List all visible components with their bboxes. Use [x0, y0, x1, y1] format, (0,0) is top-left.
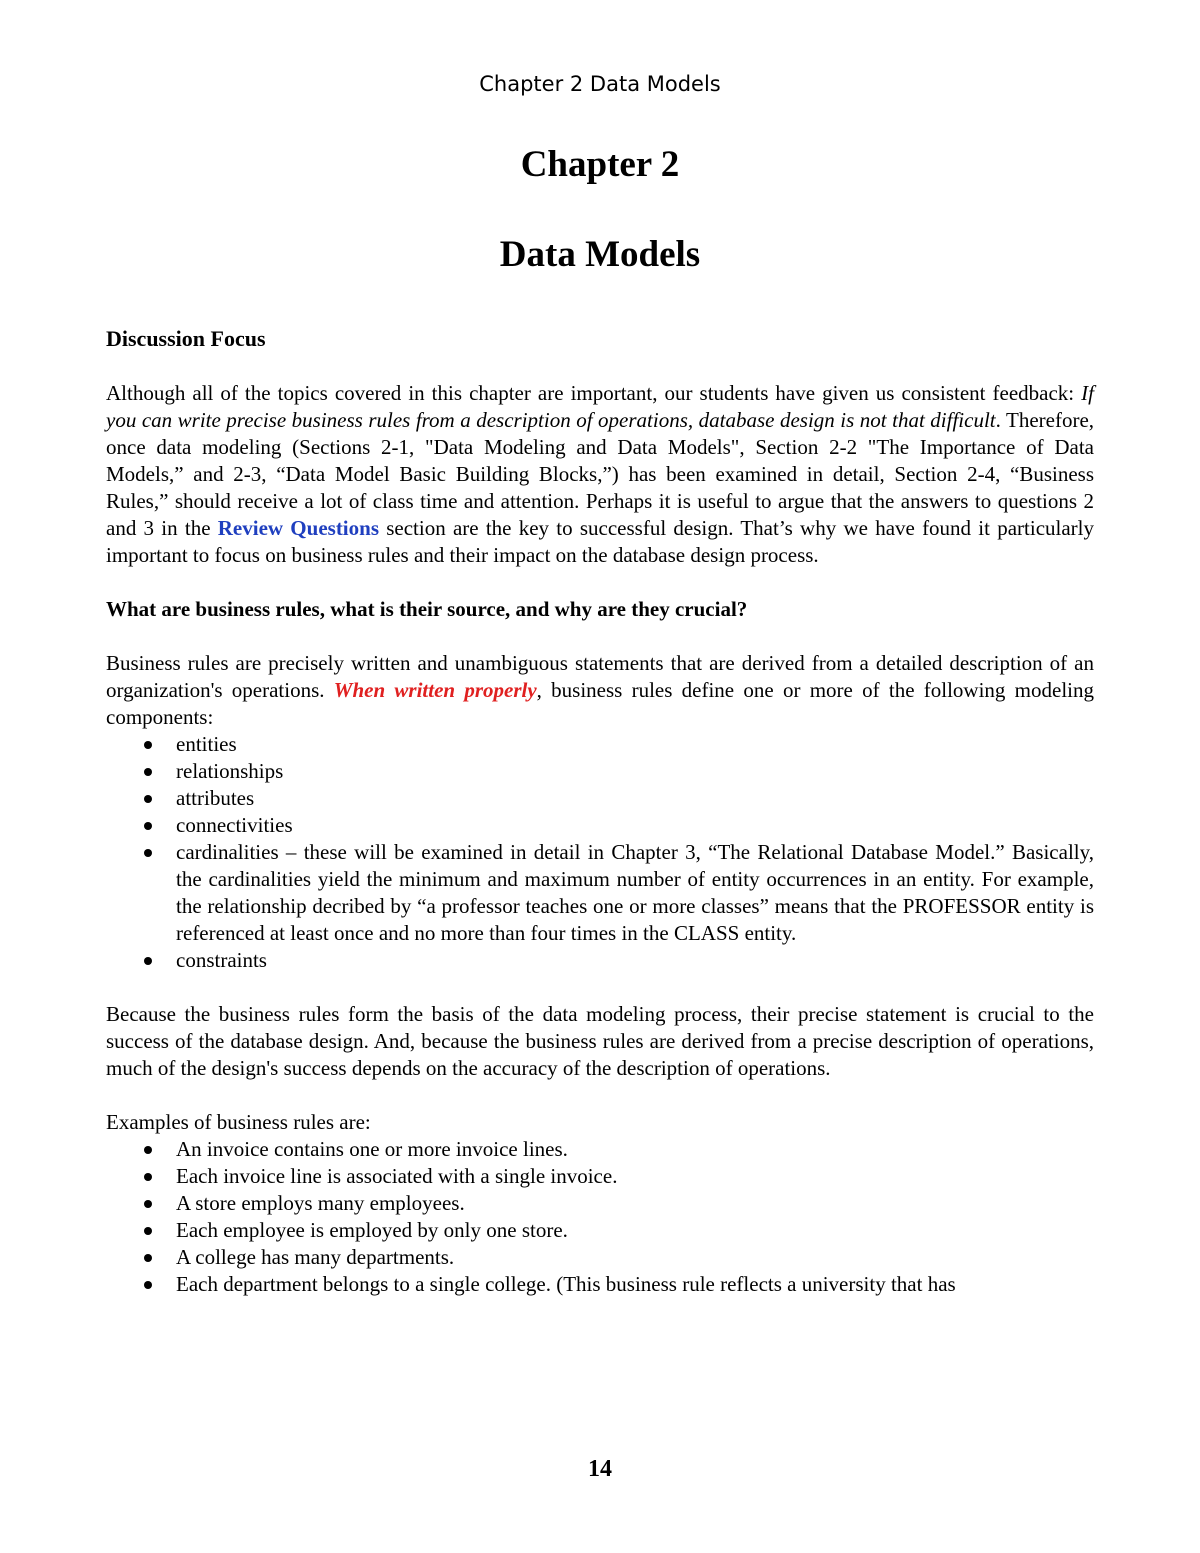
list-item-text: Each employee is employed by only one store.: [176, 1218, 568, 1242]
discussion-paragraph: [106, 380, 1094, 569]
list-item-text: entities: [176, 732, 237, 756]
list-item-text: Each department belongs to a single college. (This business rule reflects a university that has: [176, 1272, 956, 1296]
question-heading: What are business rules, what is their source, and why are they crucial?: [106, 597, 748, 621]
discussion-text-c: section are the key to successful design. That’s why we have found it particularly important to focus on business rules and their impact on the database design process.: [106, 516, 1094, 567]
list-item: [106, 1271, 1094, 1298]
bullet-icon: [144, 1146, 152, 1154]
bullet-icon: [144, 822, 152, 830]
business-rules-paragraph: [106, 650, 1094, 731]
list-item-text: An invoice contains one or more invoice lines.: [176, 1137, 568, 1161]
list-item-text: cardinalities – these will be examined in detail in Chapter 3, “The Relational Database Model.” Basically, the cardinalities yield the minimum and maximum number of entity occurrences in an entity. For example, the relationship decribed by “a professor teaches one or more classes” means that the PROFESSOR entity is referenced at least once and no more than four times in the CLASS entity.: [176, 840, 1094, 945]
bullet-icon: [144, 741, 152, 749]
list-item: [106, 785, 1094, 812]
list-item: [106, 758, 1094, 785]
list-item: [106, 1136, 1094, 1163]
running-header: Chapter 2 Data Models: [479, 72, 721, 96]
list-item: [106, 839, 1094, 947]
list-item: [106, 731, 1094, 758]
chapter-title: Chapter 2: [520, 144, 680, 185]
bullet-icon: [144, 1254, 152, 1262]
list-item-text: relationships: [176, 759, 284, 783]
business-rules-text-b: , business rules define one or more of the following modeling components:: [106, 678, 1095, 729]
page-number: 14: [588, 1456, 612, 1482]
list-item-text: connectivities: [176, 813, 293, 837]
bullet-icon: [144, 1227, 152, 1235]
section-heading: Discussion Focus: [106, 326, 266, 351]
red-emphasis: When written properly: [333, 678, 537, 702]
examples-intro: Examples of business rules are:: [106, 1110, 371, 1134]
list-item-text: Each invoice line is associated with a single invoice.: [176, 1164, 618, 1188]
list-item-text: constraints: [176, 948, 267, 972]
list-item: [106, 947, 1094, 974]
list-item-text: attributes: [176, 786, 255, 810]
list-item-text: A store employs many employees.: [176, 1191, 465, 1215]
document-body: [106, 325, 1094, 1298]
discussion-text-a: Although all of the topics covered in this chapter are important, our students have given us consistent feedback:: [106, 381, 1082, 405]
bullet-icon: [144, 1173, 152, 1181]
discussion-emphasis: If you can write precise business rules from a description of operations, database design is not that difficult: [106, 381, 1094, 432]
bullet-icon: [144, 1200, 152, 1208]
business-rules-text-a: Business rules are precisely written and unambiguous statements that are derived from a detailed description of an organization's operations.: [106, 651, 1094, 702]
examples-list: [106, 1136, 1094, 1298]
list-item: [106, 1244, 1094, 1271]
list-item: [106, 1163, 1094, 1190]
bullet-icon: [144, 768, 152, 776]
bullet-icon: [144, 1281, 152, 1289]
crucial-paragraph: Because the business rules form the basis of the data modeling process, their precise statement is crucial to the success of the database design. And, because the business rules are derived from a precise description of operations, much of the design's success depends on the accuracy of the description of operations.: [106, 1002, 1094, 1080]
bullet-icon: [144, 957, 152, 965]
review-questions-link[interactable]: Review Questions: [217, 516, 379, 540]
components-list: [106, 731, 1094, 974]
chapter-subtitle: Data Models: [499, 234, 701, 275]
discussion-text-b: . Therefore, once data modeling (Sections 2-1, "Data Modeling and Data Models", Section 2-2 "The Importance of Data Models,” and 2-3, “Data Model Basic Building Blocks,”) has been examined in detail, Section 2-4, “Business Rules,” should receive a lot of class time and attention. Perhaps it is useful to argue that the answers to questions 2 and 3 in the: [106, 408, 1095, 540]
list-item: [106, 812, 1094, 839]
bullet-icon: [144, 849, 152, 857]
list-item: [106, 1217, 1094, 1244]
list-item-text: A college has many departments.: [176, 1245, 455, 1269]
list-item: [106, 1190, 1094, 1217]
bullet-icon: [144, 795, 152, 803]
